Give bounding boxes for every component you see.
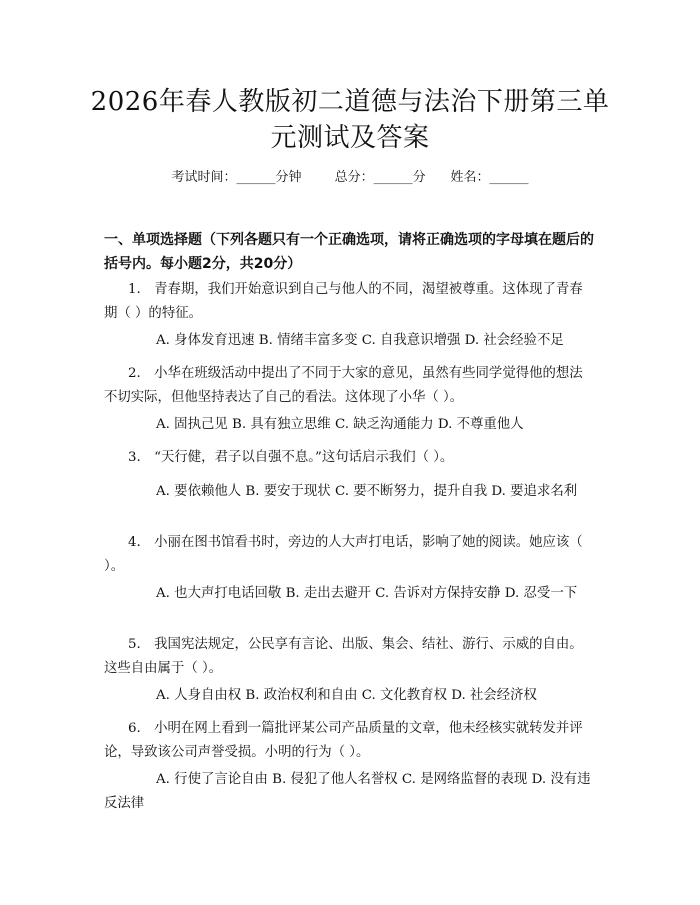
section-heading-multiple-choice: 一、单项选择题（下列各题只有一个正确选项，请将正确选项的字母填在题后的括号内。每小题2分，共20分） <box>104 232 594 272</box>
question-options: A. 行使了言论自由 B. 侵犯了他人名誉权 C. 是网络监督的表现 D. 没有违反法律 <box>104 772 591 811</box>
total-score-label: 总分：______分 <box>334 170 426 185</box>
question-options: A. 身体发育迅速 B. 情绪丰富多变 C. 自我意识增强 D. 社会经验不足 <box>156 333 564 348</box>
name-label: 姓名：______ <box>450 170 529 185</box>
question-stem: 1. 青春期，我们开始意识到自己与他人的不同，渴望被尊重。这体现了青春期（ ）的特征。 <box>104 282 583 321</box>
question-stem: 4. 小丽在图书馆看书时，旁边的人大声打电话，影响了她的阅读。她应该（ ）。 <box>104 535 583 574</box>
question-stem: 5. 我国宪法规定，公民享有言论、出版、集会、结社、游行、示威的自由。这些自由属于（ ）。 <box>104 637 583 676</box>
question-options: A. 固执己见 B. 具有独立思维 C. 缺乏沟通能力 D. 不尊重他人 <box>156 417 524 432</box>
question-options: A. 人身自由权 B. 政治权利和自由 C. 文化教育权 D. 社会经济权 <box>156 688 537 703</box>
question-stem: 2. 小华在班级活动中提出了不同于大家的意见，虽然有些同学觉得他的想法不切实际，但他坚持表达了自己的看法。这体现了小华（ ）。 <box>104 366 583 405</box>
question-options: A. 要依赖他人 B. 要安于现状 C. 要不断努力，提升自我 D. 要追求名利 <box>156 484 578 499</box>
question-options: A. 也大声打电话回敬 B. 走出去避开 C. 告诉对方保持安静 D. 忍受一下 <box>156 586 578 601</box>
exam-time-label: 考试时间：______分钟 <box>171 170 302 185</box>
question-stem: 3. “天行健，君子以自强不息。”这句话启示我们（ ）。 <box>128 450 454 465</box>
question-stem: 6. 小明在网上看到一篇批评某公司产品质量的文章，他未经核实就转发并评论，导致该公司声誉受损。小明的行为（ ）。 <box>104 721 583 760</box>
exam-info-line <box>0 167 700 189</box>
document-title: 2026年春人教版初二道德与法治下册第三单元测试及答案 <box>90 87 610 153</box>
